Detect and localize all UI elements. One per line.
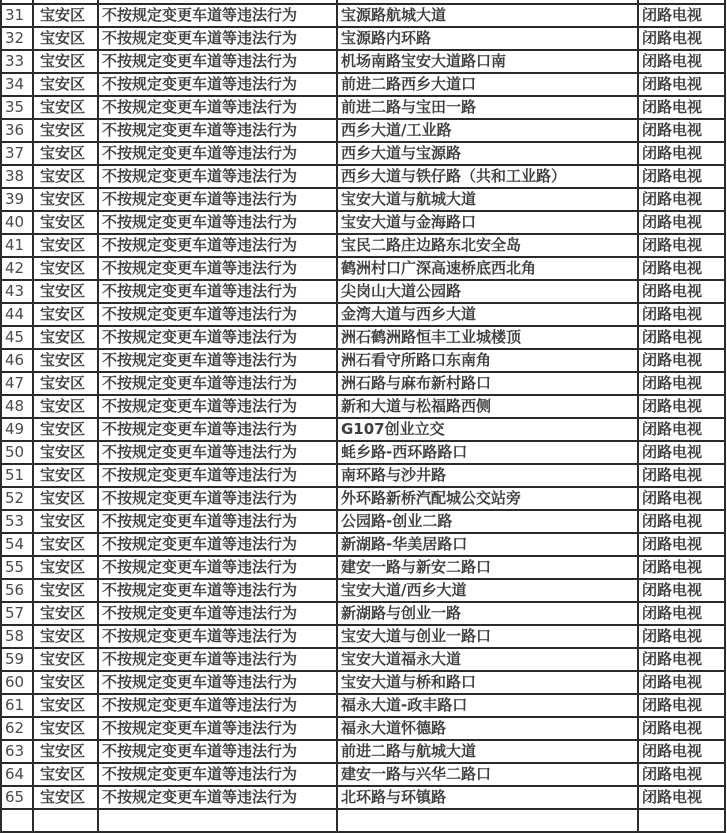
- monitor-cell: 闭路电视: [638, 602, 725, 625]
- district-cell: 宝安区: [33, 418, 98, 441]
- table-row: [1, 119, 725, 142]
- row-number-cell: 53: [1, 510, 33, 533]
- table-row: [1, 211, 725, 234]
- monitor-cell: 闭路电视: [638, 4, 725, 27]
- table-row: [1, 441, 725, 464]
- location-cell: 福永大道怀德路: [337, 717, 638, 740]
- violation-cell: 不按规定变更车道等违法行为: [98, 671, 337, 694]
- district-cell: 宝安区: [33, 349, 98, 372]
- violation-cell: 不按规定变更车道等违法行为: [98, 487, 337, 510]
- monitor-cell: 闭路电视: [638, 763, 725, 786]
- table-row: [1, 464, 725, 487]
- monitor-cell: 闭路电视: [638, 27, 725, 50]
- violation-cell: 不按规定变更车道等违法行为: [98, 27, 337, 50]
- district-cell: 宝安区: [33, 372, 98, 395]
- monitor-cell: 闭路电视: [638, 694, 725, 717]
- row-number-cell: 55: [1, 556, 33, 579]
- table-row: [1, 786, 725, 809]
- violation-cell: 不按规定变更车道等违法行为: [98, 211, 337, 234]
- violation-cell: 不按规定变更车道等违法行为: [98, 717, 337, 740]
- monitor-cell: 闭路电视: [638, 73, 725, 96]
- table-row: [1, 142, 725, 165]
- location-cell: 宝安大道与桥和路口: [337, 671, 638, 694]
- monitor-cell: 闭路电视: [638, 96, 725, 119]
- row-number-cell: 42: [1, 257, 33, 280]
- table-row: [1, 510, 725, 533]
- violation-cell: 不按规定变更车道等违法行为: [98, 395, 337, 418]
- monitor-cell: 闭路电视: [638, 717, 725, 740]
- monitor-cell: 闭路电视: [638, 303, 725, 326]
- monitor-cell: 闭路电视: [638, 234, 725, 257]
- monitor-cell: 闭路电视: [638, 648, 725, 671]
- row-number-cell: 57: [1, 602, 33, 625]
- row-number-cell: 37: [1, 142, 33, 165]
- violation-cell: 不按规定变更车道等违法行为: [98, 740, 337, 763]
- district-cell: 宝安区: [33, 487, 98, 510]
- row-number-cell: 32: [1, 27, 33, 50]
- district-cell: 宝安区: [33, 510, 98, 533]
- row-number-cell: 44: [1, 303, 33, 326]
- district-cell: [33, 809, 98, 832]
- location-cell: 南环路与沙井路: [337, 464, 638, 487]
- row-number-cell: 33: [1, 50, 33, 73]
- row-number-cell: 43: [1, 280, 33, 303]
- violation-cell: 不按规定变更车道等违法行为: [98, 142, 337, 165]
- violation-cell: 不按规定变更车道等违法行为: [98, 280, 337, 303]
- violation-cell: 不按规定变更车道等违法行为: [98, 234, 337, 257]
- location-cell: 金湾大道与西乡大道: [337, 303, 638, 326]
- district-cell: 宝安区: [33, 280, 98, 303]
- monitor-cell: 闭路电视: [638, 671, 725, 694]
- violation-cell: 不按规定变更车道等违法行为: [98, 96, 337, 119]
- district-cell: 宝安区: [33, 740, 98, 763]
- table-row: [1, 533, 725, 556]
- monitor-cell: 闭路电视: [638, 510, 725, 533]
- district-cell: 宝安区: [33, 602, 98, 625]
- violation-cell: 不按规定变更车道等违法行为: [98, 602, 337, 625]
- table-body: [1, 0, 725, 832]
- table-row: [1, 763, 725, 786]
- monitor-cell: 闭路电视: [638, 349, 725, 372]
- violation-cell: 不按规定变更车道等违法行为: [98, 464, 337, 487]
- location-cell: 新湖路与创业一路: [337, 602, 638, 625]
- location-cell: 洲石鹤洲路恒丰工业城楼顶: [337, 326, 638, 349]
- row-number-cell: 49: [1, 418, 33, 441]
- monitor-cell: 闭路电视: [638, 372, 725, 395]
- district-cell: 宝安区: [33, 533, 98, 556]
- table-row: [1, 257, 725, 280]
- table-row: [1, 280, 725, 303]
- monitor-cell: 闭路电视: [638, 579, 725, 602]
- monitor-cell: 闭路电视: [638, 418, 725, 441]
- district-cell: 宝安区: [33, 27, 98, 50]
- row-number-cell: 39: [1, 188, 33, 211]
- district-cell: 宝安区: [33, 234, 98, 257]
- monitor-cell: 闭路电视: [638, 487, 725, 510]
- violation-cell: 不按规定变更车道等违法行为: [98, 556, 337, 579]
- violation-cell: 不按规定变更车道等违法行为: [98, 648, 337, 671]
- row-number-cell: 46: [1, 349, 33, 372]
- district-cell: 宝安区: [33, 556, 98, 579]
- location-cell: 蚝乡路-西环路路口: [337, 441, 638, 464]
- table-row: [1, 165, 725, 188]
- violation-cell: [98, 809, 337, 832]
- district-cell: 宝安区: [33, 717, 98, 740]
- row-number-cell: 65: [1, 786, 33, 809]
- violation-cell: 不按规定变更车道等违法行为: [98, 694, 337, 717]
- row-number-cell: 45: [1, 326, 33, 349]
- district-cell: 宝安区: [33, 464, 98, 487]
- district-cell: 宝安区: [33, 257, 98, 280]
- row-number-cell: 51: [1, 464, 33, 487]
- violation-cell: 不按规定变更车道等违法行为: [98, 165, 337, 188]
- district-cell: 宝安区: [33, 4, 98, 27]
- district-cell: 宝安区: [33, 786, 98, 809]
- row-number-cell: 40: [1, 211, 33, 234]
- row-number-cell: 35: [1, 96, 33, 119]
- table-row: [1, 740, 725, 763]
- table-row: [1, 326, 725, 349]
- location-cell: 西乡大道与宝源路: [337, 142, 638, 165]
- table-row: [1, 4, 725, 27]
- location-cell: 宝源路航城大道: [337, 4, 638, 27]
- table-row: [1, 234, 725, 257]
- location-cell: 北环路与环镇路: [337, 786, 638, 809]
- location-cell: 机场南路宝安大道路口南: [337, 50, 638, 73]
- table-row: [1, 50, 725, 73]
- row-number-cell: [1, 809, 33, 832]
- row-number-cell: 41: [1, 234, 33, 257]
- table-row: [1, 27, 725, 50]
- district-cell: 宝安区: [33, 119, 98, 142]
- row-number-cell: 62: [1, 717, 33, 740]
- location-cell: 前进二路与航城大道: [337, 740, 638, 763]
- monitor-cell: 闭路电视: [638, 786, 725, 809]
- violation-cell: 不按规定变更车道等违法行为: [98, 372, 337, 395]
- table-row: [1, 671, 725, 694]
- table-row: [1, 809, 725, 832]
- location-cell: 新和大道与松福路西侧: [337, 395, 638, 418]
- district-cell: 宝安区: [33, 648, 98, 671]
- row-number-cell: 60: [1, 671, 33, 694]
- district-cell: 宝安区: [33, 671, 98, 694]
- violation-cell: 不按规定变更车道等违法行为: [98, 510, 337, 533]
- row-number-cell: 61: [1, 694, 33, 717]
- monitor-cell: 闭路电视: [638, 395, 725, 418]
- district-cell: 宝安区: [33, 625, 98, 648]
- row-number-cell: 56: [1, 579, 33, 602]
- table-row: [1, 395, 725, 418]
- district-cell: 宝安区: [33, 441, 98, 464]
- row-number-cell: 63: [1, 740, 33, 763]
- location-cell: 前进二路西乡大道口: [337, 73, 638, 96]
- table-row: [1, 188, 725, 211]
- violation-cell: 不按规定变更车道等违法行为: [98, 303, 337, 326]
- table-row: [1, 694, 725, 717]
- violation-cell: 不按规定变更车道等违法行为: [98, 119, 337, 142]
- district-cell: 宝安区: [33, 211, 98, 234]
- location-cell: 尖岗山大道公园路: [337, 280, 638, 303]
- violation-cell: 不按规定变更车道等违法行为: [98, 257, 337, 280]
- monitor-cell: 闭路电视: [638, 211, 725, 234]
- location-cell: 公园路-创业二路: [337, 510, 638, 533]
- row-number-cell: 31: [1, 4, 33, 27]
- monitor-cell: 闭路电视: [638, 119, 725, 142]
- location-cell: 宝安大道福永大道: [337, 648, 638, 671]
- table-row: [1, 73, 725, 96]
- row-number-cell: 47: [1, 372, 33, 395]
- violation-cell: 不按规定变更车道等违法行为: [98, 349, 337, 372]
- location-cell: 鹤洲村口广深高速桥底西北角: [337, 257, 638, 280]
- monitor-cell: 闭路电视: [638, 188, 725, 211]
- monitor-cell: 闭路电视: [638, 142, 725, 165]
- row-number-cell: 58: [1, 625, 33, 648]
- violation-cell: 不按规定变更车道等违法行为: [98, 4, 337, 27]
- district-cell: 宝安区: [33, 395, 98, 418]
- district-cell: 宝安区: [33, 96, 98, 119]
- row-number-cell: 36: [1, 119, 33, 142]
- violation-cell: 不按规定变更车道等违法行为: [98, 625, 337, 648]
- table-row: [1, 625, 725, 648]
- district-cell: 宝安区: [33, 188, 98, 211]
- row-number-cell: 52: [1, 487, 33, 510]
- location-cell: 西乡大道/工业路: [337, 119, 638, 142]
- violation-cell: 不按规定变更车道等违法行为: [98, 763, 337, 786]
- location-cell: 宝安大道与金海路口: [337, 211, 638, 234]
- district-cell: 宝安区: [33, 763, 98, 786]
- location-cell: 外环路新桥汽配城公交站旁: [337, 487, 638, 510]
- row-number-cell: 50: [1, 441, 33, 464]
- violation-cell: 不按规定变更车道等违法行为: [98, 441, 337, 464]
- district-cell: 宝安区: [33, 142, 98, 165]
- table-row: [1, 648, 725, 671]
- location-cell: 建安一路与新安二路口: [337, 556, 638, 579]
- district-cell: 宝安区: [33, 303, 98, 326]
- monitor-cell: 闭路电视: [638, 326, 725, 349]
- violation-cell: 不按规定变更车道等违法行为: [98, 533, 337, 556]
- district-cell: 宝安区: [33, 50, 98, 73]
- location-cell: 宝安大道与航城大道: [337, 188, 638, 211]
- row-number-cell: 48: [1, 395, 33, 418]
- table-row: [1, 372, 725, 395]
- violation-cell: 不按规定变更车道等违法行为: [98, 50, 337, 73]
- location-cell: 宝安大道/西乡大道: [337, 579, 638, 602]
- table-row: [1, 579, 725, 602]
- row-number-cell: 59: [1, 648, 33, 671]
- table-row: [1, 418, 725, 441]
- location-cell: [337, 809, 638, 832]
- row-number-cell: 54: [1, 533, 33, 556]
- violation-cell: 不按规定变更车道等违法行为: [98, 188, 337, 211]
- monitor-cell: 闭路电视: [638, 280, 725, 303]
- violation-cell: 不按规定变更车道等违法行为: [98, 786, 337, 809]
- table-row: [1, 602, 725, 625]
- table-row: [1, 303, 725, 326]
- location-cell: 宝源路内环路: [337, 27, 638, 50]
- monitor-cell: 闭路电视: [638, 257, 725, 280]
- location-cell: 宝民二路庄边路东北安全岛: [337, 234, 638, 257]
- monitor-cell: 闭路电视: [638, 533, 725, 556]
- monitor-cell: 闭路电视: [638, 441, 725, 464]
- monitor-cell: 闭路电视: [638, 50, 725, 73]
- monitor-cell: [638, 809, 725, 832]
- table-row: [1, 487, 725, 510]
- monitor-cell: 闭路电视: [638, 165, 725, 188]
- violation-cell: 不按规定变更车道等违法行为: [98, 418, 337, 441]
- district-cell: 宝安区: [33, 326, 98, 349]
- monitor-cell: 闭路电视: [638, 464, 725, 487]
- row-number-cell: 34: [1, 73, 33, 96]
- violation-cell: 不按规定变更车道等违法行为: [98, 73, 337, 96]
- violation-cell: 不按规定变更车道等违法行为: [98, 579, 337, 602]
- violation-cell: 不按规定变更车道等违法行为: [98, 326, 337, 349]
- district-cell: 宝安区: [33, 73, 98, 96]
- location-cell: 洲石路与麻布新村路口: [337, 372, 638, 395]
- location-cell: 前进二路与宝田一路: [337, 96, 638, 119]
- location-cell: 新湖路-华美居路口: [337, 533, 638, 556]
- location-cell: 洲石看守所路口东南角: [337, 349, 638, 372]
- location-cell: G107创业立交: [337, 418, 638, 441]
- location-cell: 宝安大道与创业一路口: [337, 625, 638, 648]
- location-cell: 福永大道-政丰路口: [337, 694, 638, 717]
- row-number-cell: 64: [1, 763, 33, 786]
- row-number-cell: 38: [1, 165, 33, 188]
- monitor-cell: 闭路电视: [638, 625, 725, 648]
- table-row: [1, 556, 725, 579]
- district-cell: 宝安区: [33, 165, 98, 188]
- table-row: [1, 349, 725, 372]
- monitor-cell: 闭路电视: [638, 740, 725, 763]
- location-cell: 西乡大道与铁仔路（共和工业路）: [337, 165, 638, 188]
- district-cell: 宝安区: [33, 694, 98, 717]
- district-cell: 宝安区: [33, 579, 98, 602]
- monitor-cell: 闭路电视: [638, 556, 725, 579]
- table-row: [1, 717, 725, 740]
- table-row: [1, 96, 725, 119]
- location-cell: 建安一路与兴华二路口: [337, 763, 638, 786]
